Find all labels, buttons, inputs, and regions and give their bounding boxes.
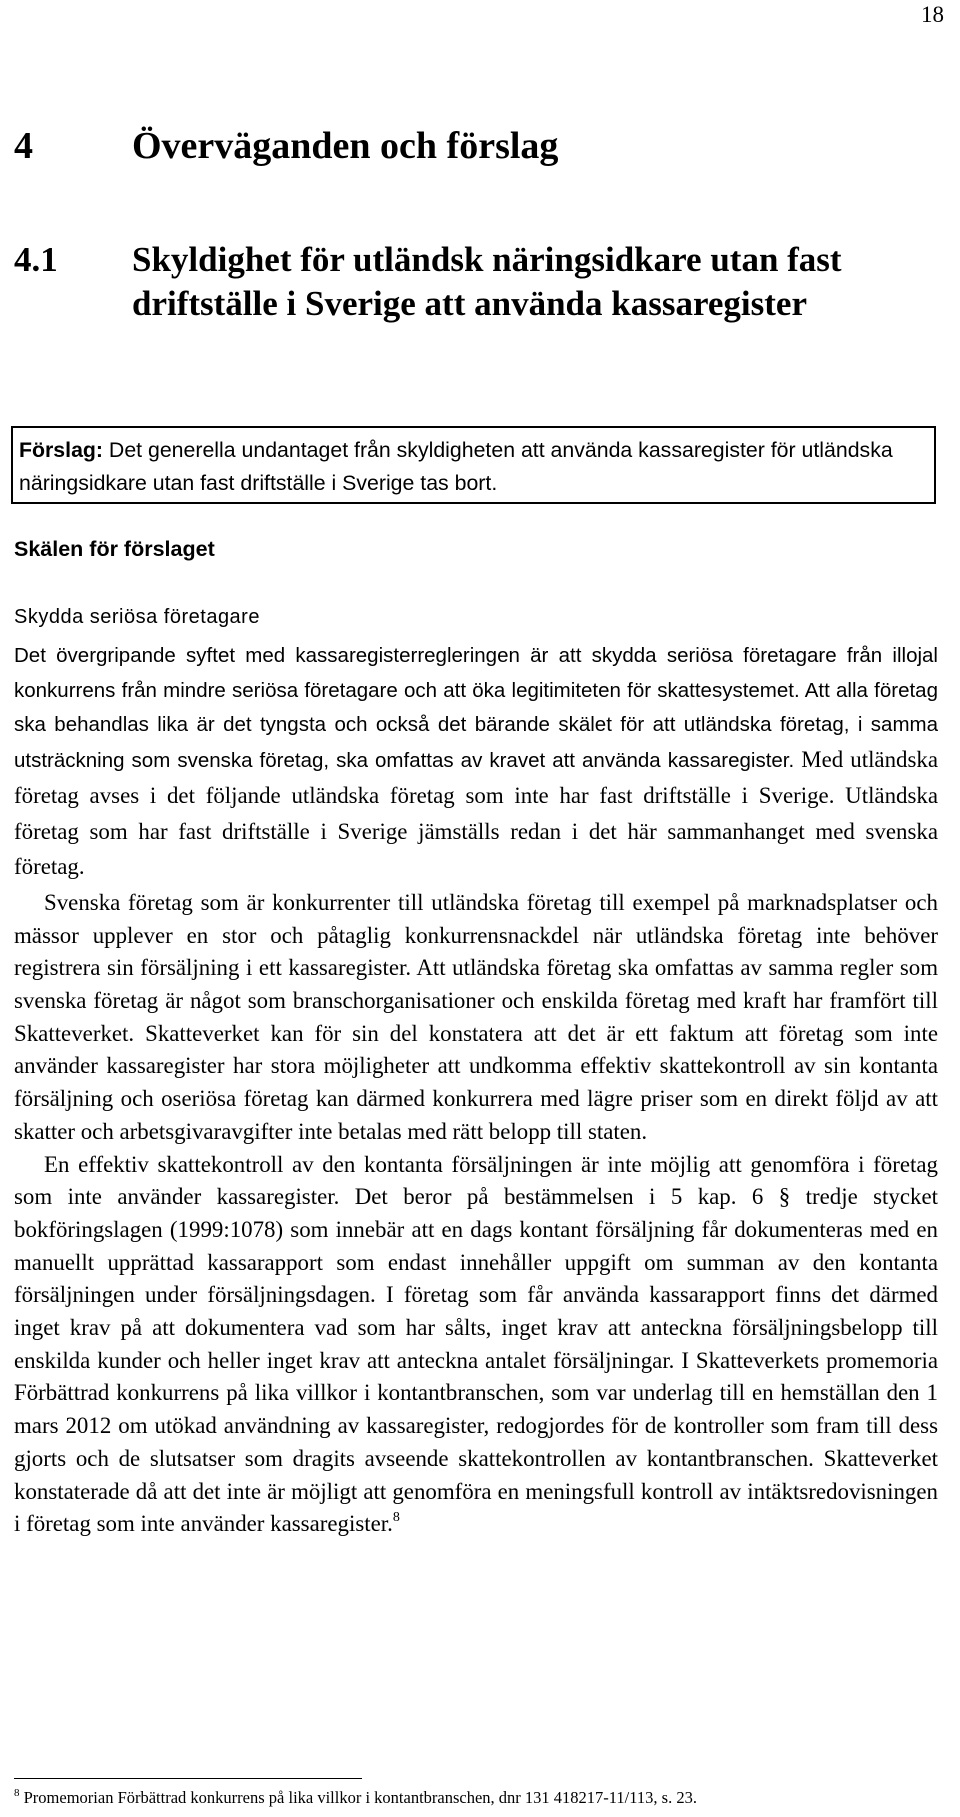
paragraph-3-text: En effektiv skattekontroll av den kontanta försäljningen är inte möjlig att genomföra i företag som inte använder kassaregister. Det beror på bestämmelsen i 5 kap. 6 § tredje stycket bokföringslagen (1999:1078) som innebär att en dags kontant försäljning får dokumenteras med en manuellt upprättad kassarapport som endast innehåller uppgift om summan av den kontanta försäljningen under försäljningsdagen. I företag som får använda kassarapport finns det därmed inget krav på att dokumentera vad som har sålts, inget krav att anteckna försäljningsbelopp till enskilda kunder och heller inget krav att anteckna antalet försäljningar. I Skatteverkets promemoria Förbättrad konkurrens på lika villkor i kontantbranschen, som var underlag till en hemställan den 1 mars 2012 om utökad användning av kassaregister, redogjordes för de kontroller som fram till dess gjorts och de slutsatser som dragits avseende skattekontrollen av kontantbranschen. Skatteverket konstaterade då att det inte är möjligt att genomföra en meningsfull kontroll av intäktsredovisningen i företag som inte använder kassaregister. — [14, 1151, 938, 1537]
paragraph-1-part-c: Med utländska företag avses i det följande utländska företag som inte har fast driftställe i Sverige. Utländska företag som har fast driftställe i Sverige jämställs redan i det här sammanhanget med svenska företag. — [14, 747, 938, 880]
chapter-number: 4 — [14, 125, 33, 167]
footnote-marker: 8 — [14, 1787, 20, 1799]
proposal-box — [11, 426, 936, 504]
paragraph-1-part-a: Det övergripande syftet med kassaregisterregleringen är att skydda seriösa företagare från illojal konkurrens från mindre seriösa företagare och att öka legitimiteten för skattesystemet. — [14, 644, 938, 702]
body-text — [14, 640, 938, 1541]
proposal-text: Det generella undantaget från skyldigheten att använda kassaregister för utländska näringsidkare utan fast driftställe i Sverige tas bort. — [19, 438, 893, 495]
paragraph-3 — [14, 1149, 938, 1541]
reasons-heading: Skälen för förslaget — [14, 537, 215, 561]
chapter-title: Överväganden och förslag — [132, 125, 559, 167]
footnote-text: Promemorian Förbättrad konkurrens på lika villkor i kontantbranschen, dnr 131 418217-11/113, s. 23. — [19, 1788, 697, 1807]
paragraph-1 — [14, 640, 938, 887]
section-heading — [14, 238, 946, 326]
footnote — [14, 1787, 946, 1809]
page-number: 18 — [921, 2, 944, 27]
paragraph-2: Svenska företag som är konkurrenter till utländska företag till exempel på marknadsplatser och mässor upplever en stor och påtaglig konkurrensnackdel när utländska företag inte behöver registrera sin försäljning i ett kassaregister. Att utländska företag ska omfattas av samma regler som svenska företag är något som branschorganisationer och enskilda företag med kraft har framfört till Skatteverket. Skatteverket kan för sin del konstatera att det är ett faktum att företag som inte använder kassaregister har stora möjligheter att undkomma effektiv skattekontroll av sin kontanta försäljning och oseriösa företag kan därmed konkurrera med lägre priser som en direkt följd av att skatter och arbetsgivaravgifter inte betalas med rätt belopp till staten. — [14, 889, 938, 1144]
section-number: 4.1 — [14, 240, 58, 279]
chapter-heading — [14, 124, 946, 168]
paragraph-1-part-b: Att alla företag ska behandlas lika är det tyngsta och också det bärande skälet för att utländska företag, i samma utsträckning som svenska företag, ska omfattas av kravet att använda kassaregister. — [14, 678, 938, 773]
subheading: Skydda seriösa företagare — [14, 606, 260, 628]
section-title: Skyldighet för utländsk näringsidkare utan fast driftställe i Sverige att använda kassaregister — [132, 240, 842, 323]
footnote-divider — [14, 1778, 362, 1779]
footnote-reference[interactable]: 8 — [392, 1510, 400, 1526]
proposal-label: Förslag: — [19, 438, 104, 462]
